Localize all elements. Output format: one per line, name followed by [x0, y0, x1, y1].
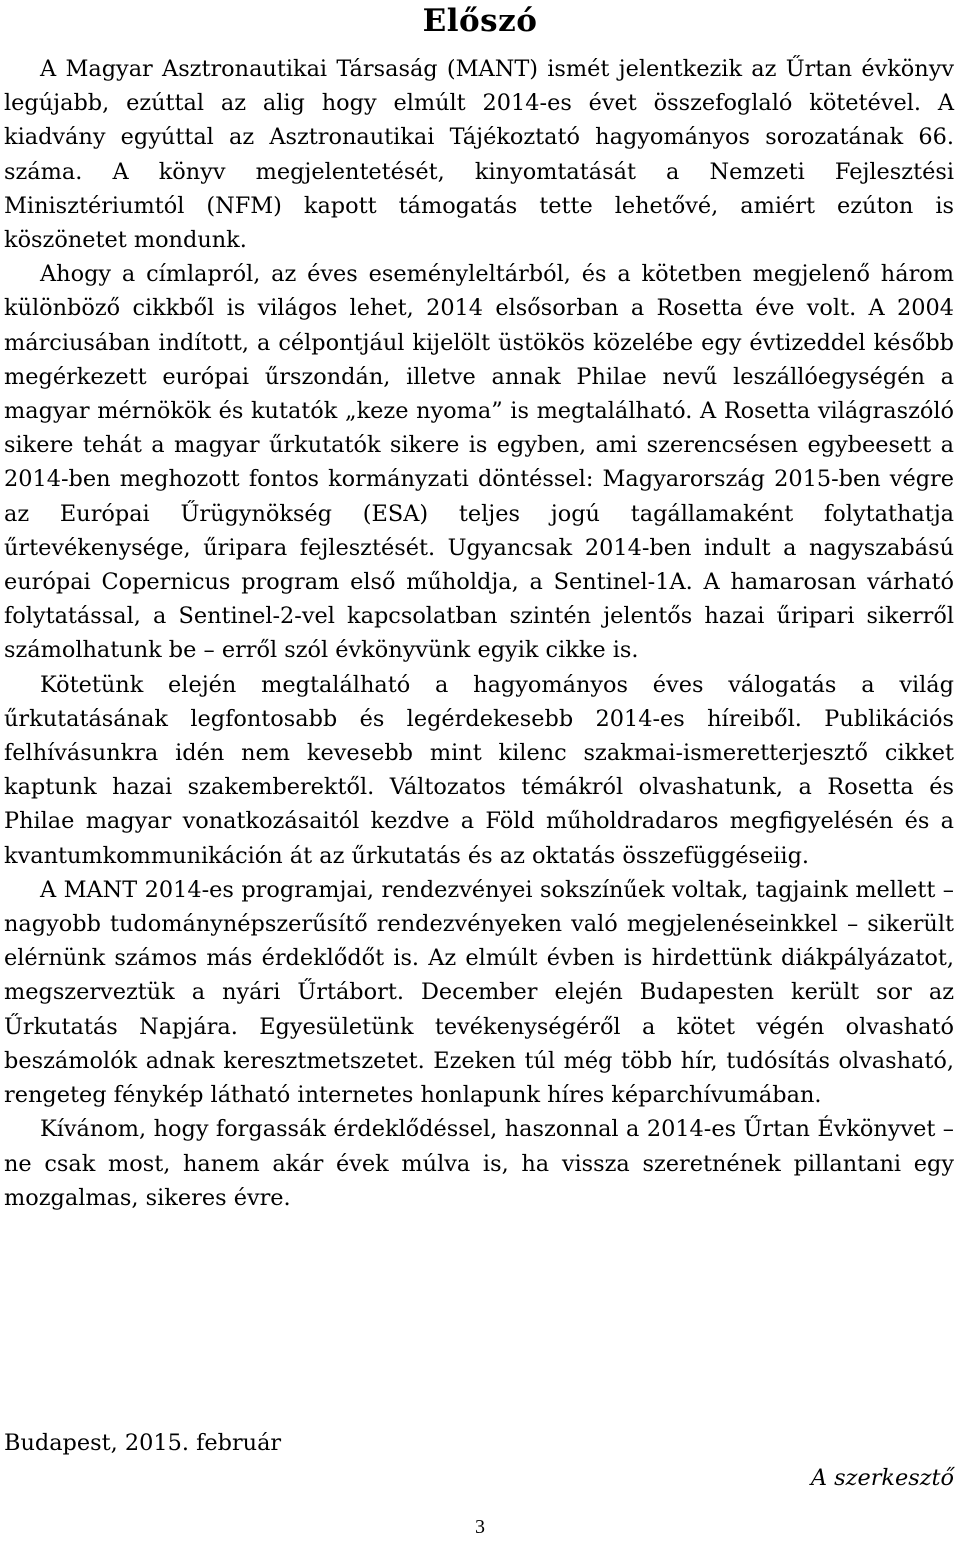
page-number: 3 [475, 1516, 485, 1538]
signature: A szerkesztő [810, 1465, 954, 1491]
paragraph-rosetta: Ahogy a címlapról, az éves eseményleltárból, és a kötetben megjelenő három különböző cikkből is világos lehet, 2014 elsősorban a Rosetta éve volt. A 2004 márciusában indított, a célpontjául kijelölt üstökös közelébe egy évtizeddel később megérkezett európai űrszondán, illetve annak Philae nevű leszállóegységén a magyar mérnökök és kutatók „keze nyoma” is megtalálható. A Rosetta világraszóló sikere tehát a magyar űrkutatók sikere is egyben, ami szerencsésen egybeesett a 2014-ben meghozott fontos kormányzati döntéssel: Magyarország 2015-ben végre az Európai Űrügynökség (ESA) teljes jogú tagállamaként folytathatja űrtevékenysége, űripara fejlesztését. Ugyancsak 2014-ben indult a nagyszabású európai Copernicus program első műholdja, a Sentinel-1A. A hamarosan várható folytatással, a Sentinel-2-vel kapcsolatban szintén jelentős hazai űripari sikerről számolhatunk be – erről szól évkönyvünk egyik cikke is. [4, 261, 954, 664]
page-title: Előszó [422, 3, 538, 39]
paragraph-contents: Kötetünk elején megtalálható a hagyományos éves válogatás a világ űrkutatásának legfontosabb és legérdekesebb 2014-es híreiből. Publikációs felhívásunkra idén nem kevesebb mint kilenc szakmai-ismeretterjesztő cikket kaptunk hazai szakemberektől. Változatos témákról olvashatunk, a Rosetta és Philae magyar vonatkozásaitól kezdve a Föld műholdradaros megfigyelésén és a kvantumkommunikáción át az űrkutatás és az oktatás összefüggéseiig. [4, 671, 954, 869]
paragraph-intro: A Magyar Asztronautikai Társaság (MANT) ismét jelentkezik az Űrtan évkönyv legújabb, ezúttal az alig hogy elmúlt 2014-es évet összefoglaló kötetével. A kiadvány egyúttal az Asztronautikai Tájékoztató hagyományos sorozatának 66. száma. A könyv megjelentetését, kinyomtatását a Nemzeti Fejlesztési Minisztériumtól (NFM) kapott támogatás tette lehetővé, amiért ezúton is köszönetet mondunk. [4, 56, 954, 254]
paragraph-programs: A MANT 2014-es programjai, rendezvényei sokszínűek voltak, tagjaink mellett – nagyobb tudománynépszerűsítő rendezvényeken való megjelenéseinkkel – sikerült elérnünk számos más érdeklődőt is. Az elmúlt évben is hirdettünk diákpályázatot, megszerveztük a nyári Űrtábort. December elején Budapesten került sor az Űrkutatás Napjára. Egyesületünk tevékenységéről a kötet végén olvasható beszámolók adnak keresztmetszetet. Ezeken túl még több hír, tudósítás olvasható, rengeteg fénykép látható internetes honlapunk híres képarchívumában. [4, 876, 954, 1109]
date-line: Budapest, 2015. február [4, 1430, 282, 1456]
body-text [4, 52, 954, 1215]
paragraph-closing: Kívánom, hogy forgassák érdeklődéssel, haszonnal a 2014-es Űrtan Évkönyvet – ne csak most, hanem akár évek múlva is, ha vissza szeretnének pillantani egy mozgalmas, sikeres évre. [4, 1116, 954, 1211]
